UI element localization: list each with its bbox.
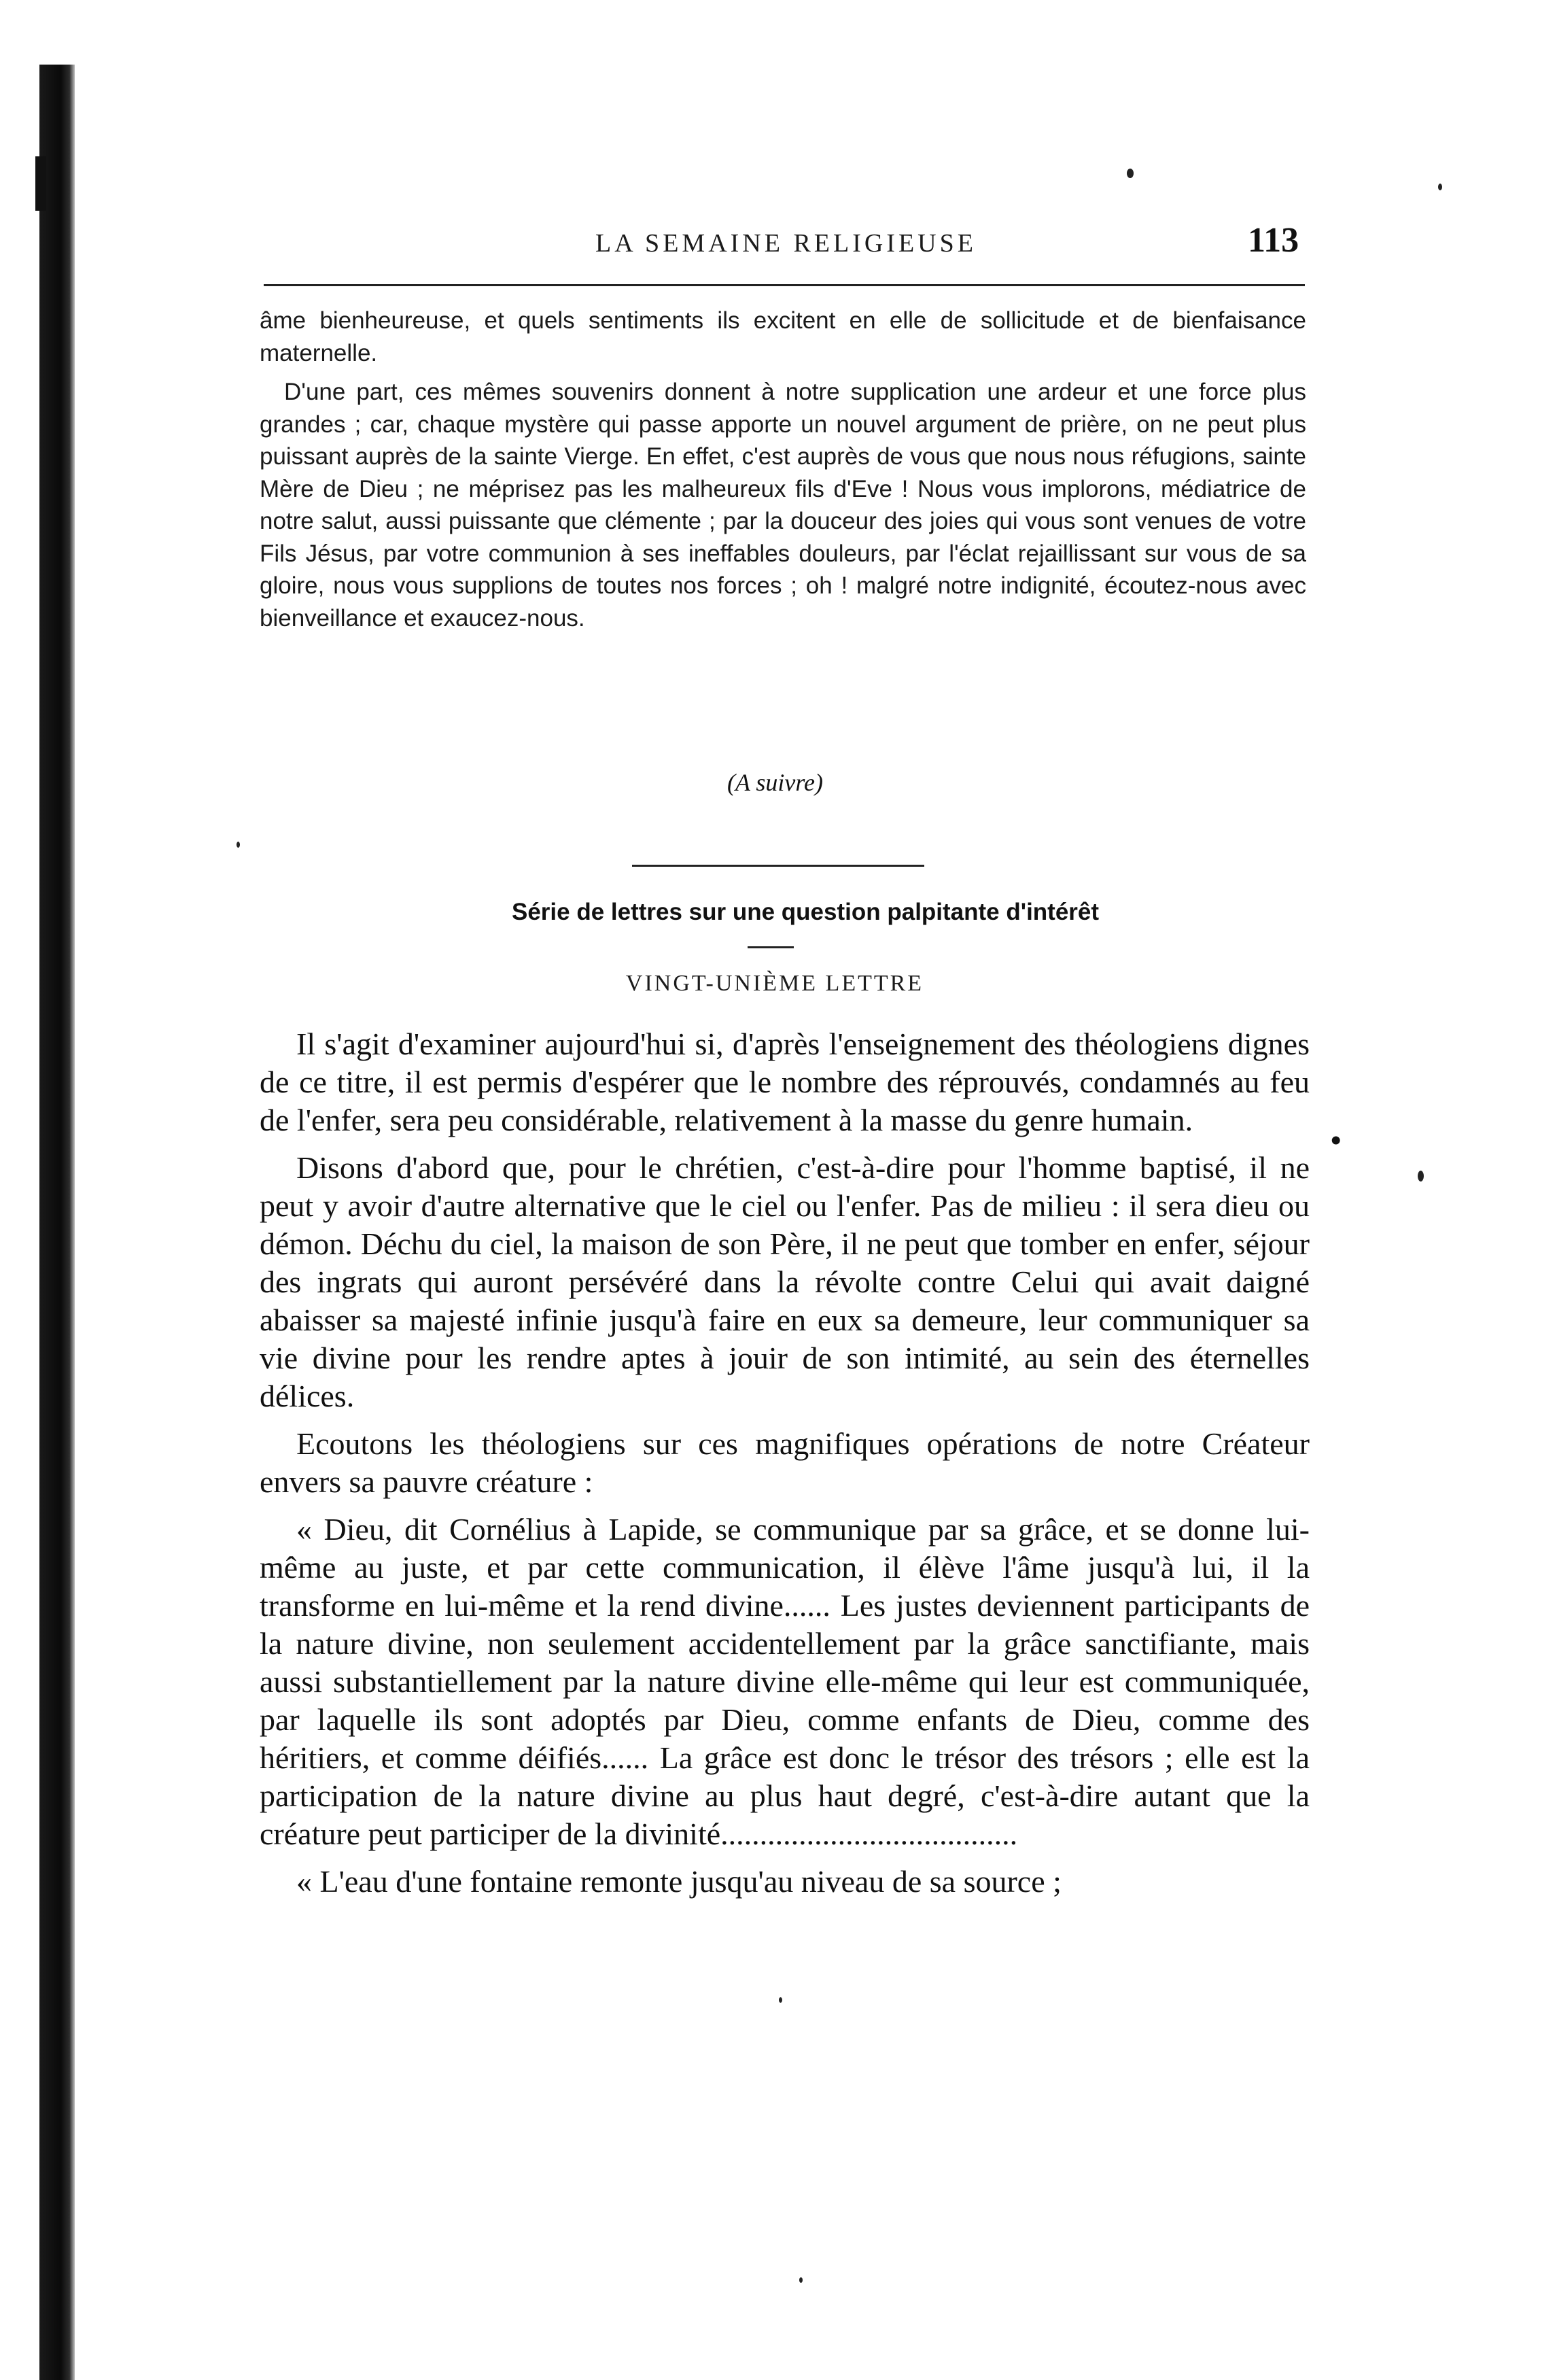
article-paragraph: Disons d'abord que, pour le chrétien, c'est-à-dire pour l'homme baptisé, il ne peut y avoir d'autre alternative que le ciel ou l'enfer. Pas de milieu : il sera dieu ou démon. Déchu du ciel, la maison de son Père, il ne peut que tomber en enfer, séjour des ingrats qui auront persévéré dans la révolte contre Celui qui avait daigné abaisser sa majesté infinie jusqu'à faire en eux sa demeure, leur communiquer sa vie divine pour les rendre aptes à jouir de son intimité, au sein des éternelles délices. <box>260 1150 1310 1413</box>
continuation-paragraph: D'une part, ces mêmes souvenirs donnent à notre supplication une ardeur et une force plus grandes ; car, chaque mystère qui passe apporte un nouvel argument de prière, on ne peut plus puissant auprès de la sainte Vierge. En effet, c'est auprès de vous que nous nous réfugions, sainte Mère de Dieu ; ne méprisez pas les malheureux fils d'Eve ! Nous vous implorons, médiatrice de notre salut, aussi puissante que clémente ; par la douceur des joies qui vous sont venues de votre Fils Jésus, par votre communion à ses ineffables douleurs, par l'éclat rejaillissant sur vous de sa gloire, nous vous supplions de toutes nos forces ; oh ! malgré notre indignité, écoutez-nous avec bienveillance et exaucez-nous. <box>260 379 1306 632</box>
title-underline <box>748 946 794 948</box>
article-paragraph: « Dieu, dit Cornélius à Lapide, se communique par sa grâce, et se donne lui-même au juste, et par cette communication, il élève l'âme jusqu'à lui, il la transforme en lui-même et la rend divine...... Les justes deviennent participants de la nature divine, non seulement accidentellement par la grâce sanctifiante, mais aussi substantiellement par la nature divine elle-même qui leur est communiquée, par laquelle ils sont adoptés par Dieu, comme enfants de Dieu, comme des héritiers, et comme déifiés...... La grâce est donc le trésor des trésors ; elle est la participation de la nature divine au plus haut degré, c'est-à-dire autant que la créature peut participer de la divinité...................................... <box>260 1512 1310 1851</box>
scan-speck <box>1438 184 1442 190</box>
page-number: 113 <box>1248 221 1299 260</box>
scan-speck <box>799 2277 803 2283</box>
article-body <box>260 1025 1310 1910</box>
margin-mark: • <box>1331 1124 1342 1157</box>
page-header <box>258 216 1318 271</box>
continuation-paragraph: âme bienheureuse, et quels sentiments ils excitent en elle de sollicitude et de bienfaisance maternelle. <box>260 307 1306 366</box>
binding-notch <box>35 156 46 211</box>
article-title: Série de lettres sur une question palpitante d'intérêt <box>511 899 1100 925</box>
running-title: LA SEMAINE RELIGIEUSE <box>595 229 977 258</box>
scan-speck <box>1418 1171 1424 1182</box>
scan-speck <box>1127 169 1134 178</box>
scan-speck <box>237 842 240 848</box>
to-be-continued: (A suivre) <box>727 769 823 796</box>
article-paragraph: « L'eau d'une fontaine remonte jusqu'au niveau de sa source ; <box>296 1864 1062 1899</box>
continuation-text <box>260 305 1306 641</box>
article-paragraph: Il s'agit d'examiner aujourd'hui si, d'après l'enseignement des théologiens dignes de ce titre, il est permis d'espérer que le nombre des réprouvés, condamnés au feu de l'enfer, sera peu considérable, relativement à la masse du genre humain. <box>260 1027 1310 1137</box>
article-paragraph: Ecoutons les théologiens sur ces magnifiques opérations de notre Créateur envers sa pauvre créature : <box>260 1426 1310 1499</box>
section-divider <box>632 865 924 867</box>
book-binding-edge <box>39 65 75 2380</box>
scan-speck <box>779 1997 782 2003</box>
letter-heading: VINGT-UNIÈME LETTRE <box>625 971 924 996</box>
header-rule <box>264 284 1305 286</box>
